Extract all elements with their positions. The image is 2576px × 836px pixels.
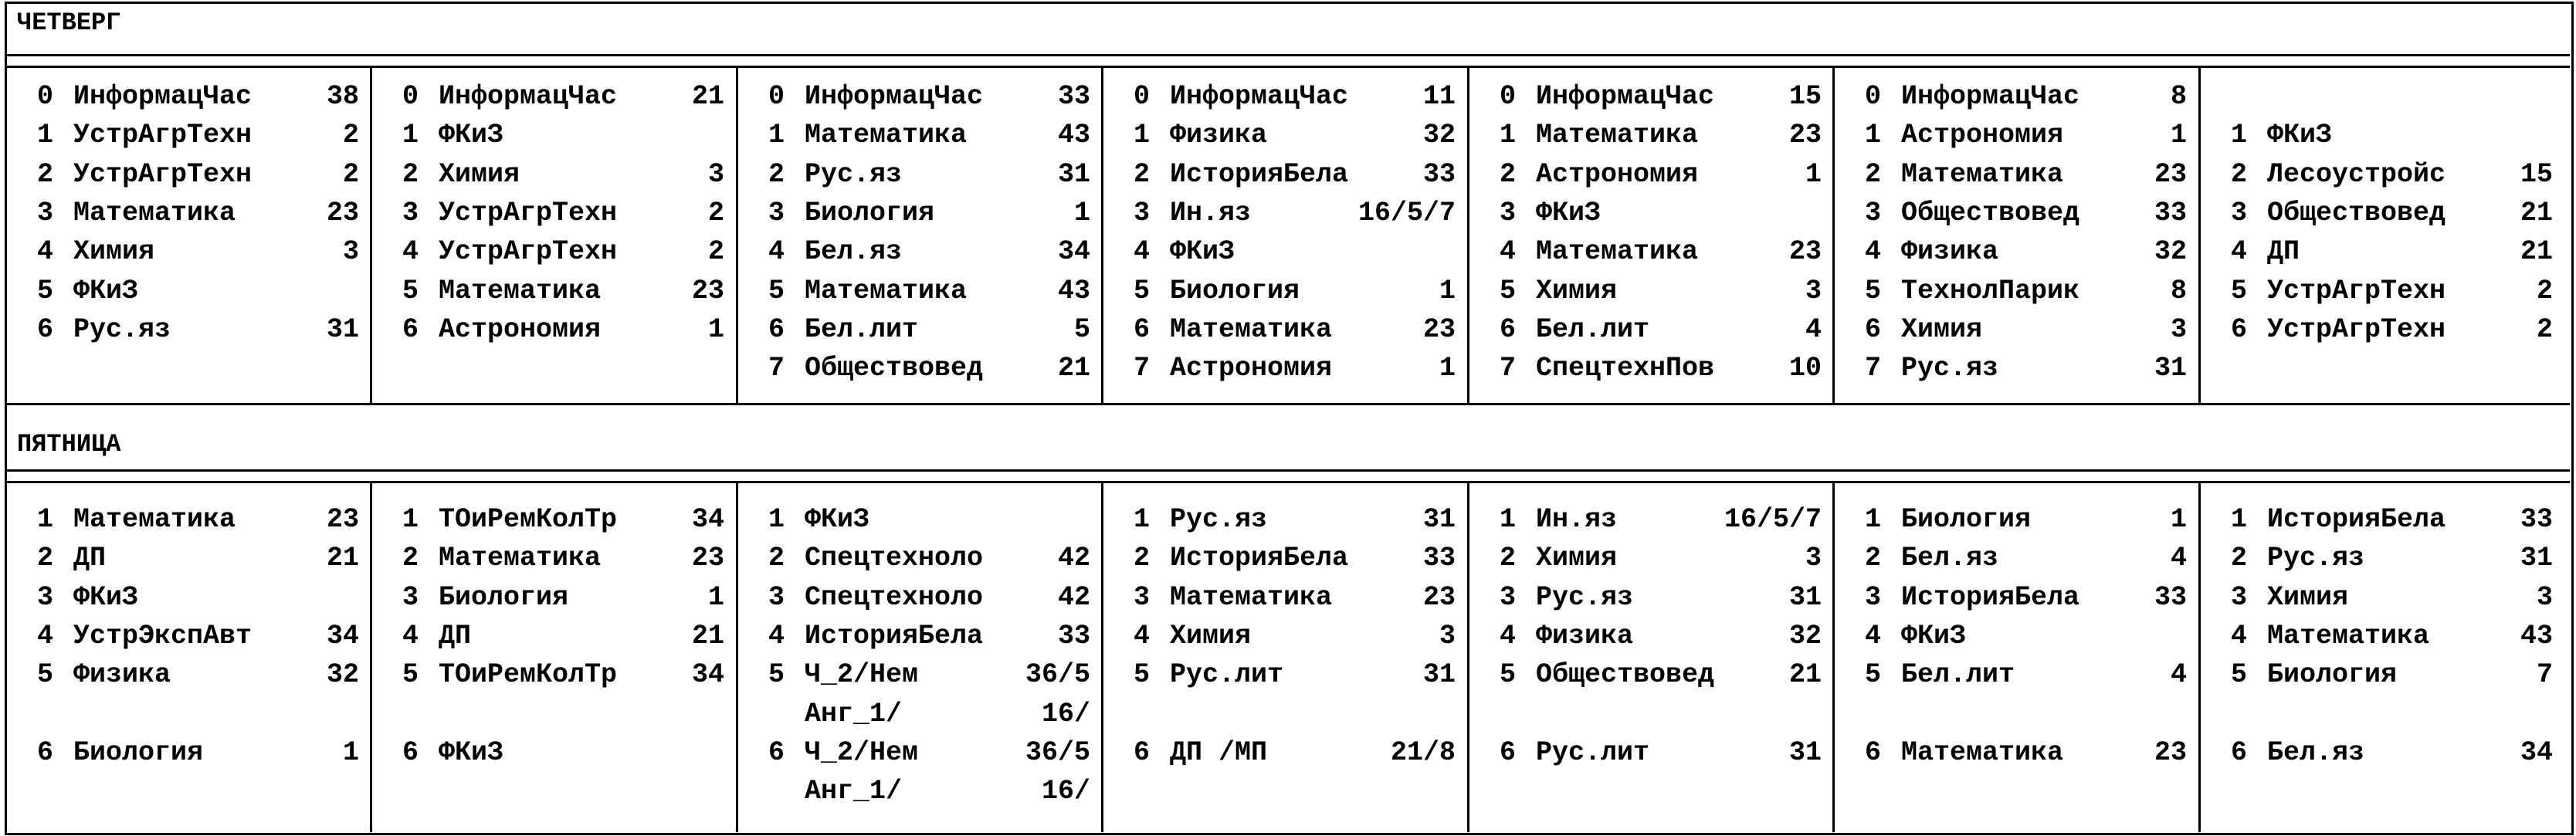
lesson-room: 21 bbox=[326, 543, 359, 574]
lesson-room: 33 bbox=[2154, 198, 2187, 228]
lesson-number: 1 bbox=[1134, 120, 1151, 151]
lesson-room: 21 bbox=[2520, 198, 2553, 228]
lesson-subject: Математика bbox=[805, 120, 968, 151]
lesson-room: 23 bbox=[326, 504, 359, 535]
lesson-number: 1 bbox=[1134, 504, 1151, 535]
lesson-number: 6 bbox=[1865, 314, 1882, 345]
lesson-number: 5 bbox=[768, 659, 785, 690]
lesson-number: 6 bbox=[1134, 314, 1151, 345]
column-separator bbox=[1832, 482, 1835, 832]
lesson-subject: УстрАгрТехн bbox=[439, 236, 618, 267]
row-separator bbox=[6, 469, 2570, 472]
lesson-room: 3 bbox=[2536, 582, 2553, 613]
lesson-subject: Рус.яз bbox=[2267, 543, 2365, 574]
lesson-room: 1 bbox=[2170, 120, 2187, 151]
lesson-number: 6 bbox=[402, 737, 419, 768]
lesson-number: 6 bbox=[1865, 737, 1882, 768]
lesson-room: 2 bbox=[342, 120, 359, 151]
lesson-subject: УстрАгрТехн bbox=[73, 120, 253, 151]
lesson-subject: Бел.лит bbox=[805, 314, 919, 345]
lesson-room: 8 bbox=[2170, 276, 2187, 306]
lesson-subject: Обществовед bbox=[1536, 659, 1715, 690]
lesson-subject: ФКиЗ bbox=[439, 737, 504, 768]
lesson-subject: ИсторияБела bbox=[805, 621, 984, 652]
lesson-subject: Математика bbox=[439, 276, 602, 306]
lesson-number: 1 bbox=[1500, 504, 1517, 535]
lesson-room: 31 bbox=[1788, 582, 1822, 613]
lesson-number: 3 bbox=[402, 582, 419, 613]
lesson-subject: ФКиЗ bbox=[2267, 120, 2333, 151]
lesson-subject: Физика bbox=[73, 659, 171, 690]
column-separator bbox=[1101, 482, 1103, 832]
lesson-room: 2 bbox=[707, 198, 724, 228]
lesson-room: 4 bbox=[2170, 659, 2187, 690]
lesson-room: 1 bbox=[2170, 504, 2187, 535]
lesson-subject: Биология bbox=[805, 198, 935, 228]
lesson-number: 5 bbox=[768, 276, 785, 306]
lesson-subject: Математика bbox=[73, 198, 236, 228]
lesson-subject: Астрономия bbox=[1536, 159, 1699, 190]
lesson-number: 5 bbox=[402, 659, 419, 690]
lesson-number: 3 bbox=[2231, 198, 2248, 228]
lesson-number: 7 bbox=[1865, 353, 1882, 384]
lesson-room: 23 bbox=[2154, 159, 2187, 190]
column-separator bbox=[736, 66, 738, 403]
lesson-room: 32 bbox=[326, 659, 359, 690]
lesson-room: 4 bbox=[2170, 543, 2187, 574]
lesson-subject: Спецтехноло bbox=[805, 582, 984, 613]
lesson-subject: ИсторияБела bbox=[1901, 582, 2080, 613]
lesson-room: 23 bbox=[691, 276, 724, 306]
lesson-room: 11 bbox=[1422, 81, 1456, 112]
lesson-room: 8 bbox=[2170, 81, 2187, 112]
lesson-subject: ИнформацЧас bbox=[1901, 81, 2080, 112]
lesson-room: 2 bbox=[342, 159, 359, 190]
lesson-subject: Анг_1/ bbox=[805, 699, 903, 729]
lesson-room: 33 bbox=[1057, 621, 1090, 652]
lesson-room: 21 bbox=[1788, 659, 1822, 690]
lesson-number: 3 bbox=[768, 582, 785, 613]
lesson-subject: Биология bbox=[439, 582, 569, 613]
lesson-subject: Математика bbox=[1901, 737, 2064, 768]
lesson-number: 2 bbox=[2231, 543, 2248, 574]
lesson-subject: Биология bbox=[1170, 276, 1300, 306]
lesson-number: 1 bbox=[768, 504, 785, 535]
row-separator bbox=[6, 66, 2570, 68]
lesson-number: 7 bbox=[1134, 353, 1151, 384]
lesson-room: 36/5 bbox=[1025, 659, 1090, 690]
lesson-subject: ИсторияБела bbox=[2267, 504, 2446, 535]
lesson-number: 4 bbox=[1134, 621, 1151, 652]
lesson-subject: Математика bbox=[2267, 621, 2430, 652]
lesson-subject: УстрАгрТехн bbox=[2267, 276, 2446, 306]
lesson-number: 1 bbox=[37, 504, 54, 535]
column-separator bbox=[1832, 66, 1835, 403]
lesson-number: 2 bbox=[1865, 159, 1882, 190]
lesson-room: 34 bbox=[691, 504, 724, 535]
lesson-number: 6 bbox=[37, 737, 54, 768]
lesson-subject: Математика bbox=[439, 543, 602, 574]
lesson-subject: Математика bbox=[73, 504, 236, 535]
lesson-room: 21 bbox=[1057, 353, 1090, 384]
lesson-room: 43 bbox=[2520, 621, 2553, 652]
column-separator bbox=[370, 482, 372, 832]
lesson-room: 43 bbox=[1057, 276, 1090, 306]
lesson-room: 23 bbox=[2154, 737, 2187, 768]
lesson-subject: ДП bbox=[439, 621, 472, 652]
lesson-room: 1 bbox=[707, 314, 724, 345]
lesson-number: 6 bbox=[402, 314, 419, 345]
day-title-thursday: ЧЕТВЕРГ bbox=[17, 8, 121, 37]
lesson-subject: Анг_1/ bbox=[805, 776, 903, 807]
lesson-number: 6 bbox=[768, 737, 785, 768]
lesson-room: 15 bbox=[2520, 159, 2553, 190]
lesson-number: 5 bbox=[1865, 659, 1882, 690]
lesson-room: 7 bbox=[2536, 659, 2553, 690]
lesson-number: 4 bbox=[1134, 236, 1151, 267]
lesson-number: 1 bbox=[37, 120, 54, 151]
lesson-room: 33 bbox=[1422, 543, 1456, 574]
lesson-number: 0 bbox=[768, 81, 785, 112]
lesson-subject: Математика bbox=[1901, 159, 2064, 190]
lesson-subject: ФКиЗ bbox=[439, 120, 504, 151]
lesson-subject: ФКиЗ bbox=[1536, 198, 1602, 228]
day-title-friday: ПЯТНИЦА bbox=[17, 430, 121, 459]
lesson-room: 5 bbox=[1073, 314, 1090, 345]
lesson-subject: УстрЭкспАвт bbox=[73, 621, 253, 652]
lesson-number: 1 bbox=[1865, 504, 1882, 535]
lesson-number: 6 bbox=[2231, 314, 2248, 345]
lesson-number: 1 bbox=[1865, 120, 1882, 151]
lesson-number: 4 bbox=[1865, 621, 1882, 652]
lesson-room: 33 bbox=[2520, 504, 2553, 535]
lesson-subject: Рус.яз bbox=[73, 314, 171, 345]
lesson-room: 31 bbox=[2520, 543, 2553, 574]
lesson-subject: Химия bbox=[439, 159, 520, 190]
lesson-number: 1 bbox=[402, 120, 419, 151]
column-separator bbox=[1467, 66, 1469, 403]
lesson-subject: Спецтехноло bbox=[805, 543, 984, 574]
schedule-frame bbox=[5, 2, 2574, 835]
lesson-number: 2 bbox=[37, 543, 54, 574]
lesson-subject: УстрАгрТехн bbox=[73, 159, 253, 190]
lesson-room: 15 bbox=[1788, 81, 1822, 112]
lesson-number: 4 bbox=[2231, 621, 2248, 652]
lesson-subject: Обществовед bbox=[805, 353, 984, 384]
lesson-subject: ФКиЗ bbox=[805, 504, 870, 535]
lesson-room: 21/8 bbox=[1390, 737, 1456, 768]
lesson-number: 7 bbox=[1500, 353, 1517, 384]
lesson-subject: Ч_2/Нем bbox=[805, 659, 919, 690]
lesson-room: 23 bbox=[691, 543, 724, 574]
lesson-number: 3 bbox=[2231, 582, 2248, 613]
lesson-subject: Рус.яз bbox=[1536, 582, 1634, 613]
lesson-subject: Химия bbox=[1536, 276, 1618, 306]
lesson-number: 6 bbox=[2231, 737, 2248, 768]
lesson-subject: Рус.яз bbox=[805, 159, 903, 190]
lesson-number: 4 bbox=[37, 236, 54, 267]
lesson-room: 31 bbox=[2154, 353, 2187, 384]
row-separator bbox=[6, 481, 2570, 483]
lesson-subject: Химия bbox=[2267, 582, 2349, 613]
lesson-room: 16/ bbox=[1041, 699, 1090, 729]
column-separator bbox=[2198, 482, 2201, 832]
lesson-number: 3 bbox=[768, 198, 785, 228]
lesson-room: 1 bbox=[1805, 159, 1822, 190]
lesson-subject: ТОиРемКолТр bbox=[439, 504, 618, 535]
lesson-room: 34 bbox=[2520, 737, 2553, 768]
lesson-subject: УстрАгрТехн bbox=[439, 198, 618, 228]
lesson-number: 3 bbox=[1500, 582, 1517, 613]
lesson-number: 1 bbox=[402, 504, 419, 535]
lesson-subject: СпецтехнПов bbox=[1536, 353, 1715, 384]
lesson-room: 31 bbox=[1788, 737, 1822, 768]
lesson-subject: ИнформацЧас bbox=[1170, 81, 1349, 112]
lesson-number: 5 bbox=[2231, 659, 2248, 690]
lesson-room: 1 bbox=[1439, 276, 1456, 306]
lesson-room: 34 bbox=[326, 621, 359, 652]
lesson-number: 4 bbox=[1500, 621, 1517, 652]
lesson-subject: Химия bbox=[1536, 543, 1618, 574]
lesson-room: 32 bbox=[1788, 621, 1822, 652]
lesson-room: 33 bbox=[1057, 81, 1090, 112]
lesson-number: 5 bbox=[2231, 276, 2248, 306]
lesson-number: 6 bbox=[768, 314, 785, 345]
lesson-subject: Обществовед bbox=[1901, 198, 2080, 228]
lesson-subject: Математика bbox=[1536, 236, 1699, 267]
lesson-room: 1 bbox=[1073, 198, 1090, 228]
lesson-room: 23 bbox=[326, 198, 359, 228]
lesson-subject: ИсторияБела bbox=[1170, 159, 1349, 190]
lesson-subject: ФКиЗ bbox=[73, 276, 139, 306]
lesson-subject: ИсторияБела bbox=[1170, 543, 1349, 574]
lesson-subject: Биология bbox=[1901, 504, 2032, 535]
lesson-room: 43 bbox=[1057, 120, 1090, 151]
lesson-number: 3 bbox=[37, 198, 54, 228]
lesson-number: 0 bbox=[402, 81, 419, 112]
lesson-number: 1 bbox=[2231, 504, 2248, 535]
lesson-subject: Астрономия bbox=[1901, 120, 2064, 151]
lesson-room: 23 bbox=[1788, 120, 1822, 151]
lesson-subject: Математика bbox=[1170, 582, 1333, 613]
lesson-room: 16/ bbox=[1041, 776, 1090, 807]
lesson-number: 0 bbox=[37, 81, 54, 112]
lesson-subject: Астрономия bbox=[1170, 353, 1333, 384]
lesson-number: 7 bbox=[768, 353, 785, 384]
lesson-number: 6 bbox=[1500, 314, 1517, 345]
lesson-room: 21 bbox=[691, 81, 724, 112]
lesson-room: 34 bbox=[1057, 236, 1090, 267]
lesson-room: 2 bbox=[2536, 276, 2553, 306]
lesson-subject: Ч_2/Нем bbox=[805, 737, 919, 768]
lesson-room: 21 bbox=[2520, 236, 2553, 267]
lesson-subject: Биология bbox=[73, 737, 204, 768]
lesson-subject: Ин.яз bbox=[1536, 504, 1618, 535]
lesson-number: 5 bbox=[1865, 276, 1882, 306]
lesson-subject: Химия bbox=[1170, 621, 1252, 652]
lesson-subject: Математика bbox=[1170, 314, 1333, 345]
lesson-subject: ДП bbox=[2267, 236, 2300, 267]
lesson-room: 16/5/7 bbox=[1724, 504, 1822, 535]
lesson-number: 5 bbox=[1500, 276, 1517, 306]
lesson-room: 31 bbox=[1422, 504, 1456, 535]
lesson-subject: Бел.лит bbox=[1536, 314, 1650, 345]
lesson-room: 31 bbox=[1057, 159, 1090, 190]
lesson-number: 2 bbox=[2231, 159, 2248, 190]
lesson-subject: Химия bbox=[73, 236, 155, 267]
lesson-number: 2 bbox=[1865, 543, 1882, 574]
lesson-subject: Астрономия bbox=[439, 314, 602, 345]
lesson-number: 4 bbox=[2231, 236, 2248, 267]
lesson-number: 1 bbox=[768, 120, 785, 151]
lesson-subject: Физика bbox=[1901, 236, 1999, 267]
lesson-number: 5 bbox=[1134, 659, 1151, 690]
lesson-room: 32 bbox=[2154, 236, 2187, 267]
lesson-number: 1 bbox=[2231, 120, 2248, 151]
lesson-number: 2 bbox=[402, 159, 419, 190]
lesson-subject: ИнформацЧас bbox=[439, 81, 618, 112]
lesson-subject: Бел.яз bbox=[805, 236, 903, 267]
lesson-subject: ТехнолПарик bbox=[1901, 276, 2080, 306]
lesson-subject: Бел.яз bbox=[1901, 543, 1999, 574]
lesson-subject: Бел.яз bbox=[2267, 737, 2365, 768]
lesson-number: 4 bbox=[402, 621, 419, 652]
lesson-number: 5 bbox=[1134, 276, 1151, 306]
lesson-number: 4 bbox=[768, 236, 785, 267]
lesson-room: 34 bbox=[691, 659, 724, 690]
lesson-number: 4 bbox=[768, 621, 785, 652]
lesson-room: 23 bbox=[1422, 582, 1456, 613]
lesson-subject: Математика bbox=[805, 276, 968, 306]
lesson-number: 5 bbox=[1500, 659, 1517, 690]
lesson-number: 3 bbox=[1865, 198, 1882, 228]
lesson-subject: Физика bbox=[1170, 120, 1268, 151]
lesson-subject: Лесоустройс bbox=[2267, 159, 2446, 190]
column-separator bbox=[370, 66, 372, 403]
lesson-number: 2 bbox=[37, 159, 54, 190]
lesson-room: 23 bbox=[1788, 236, 1822, 267]
lesson-subject: ТОиРемКолТр bbox=[439, 659, 618, 690]
lesson-room: 3 bbox=[707, 159, 724, 190]
row-separator bbox=[6, 403, 2570, 405]
lesson-room: 33 bbox=[2154, 582, 2187, 613]
lesson-room: 31 bbox=[326, 314, 359, 345]
lesson-number: 0 bbox=[1500, 81, 1517, 112]
lesson-number: 5 bbox=[402, 276, 419, 306]
lesson-room: 3 bbox=[1439, 621, 1456, 652]
lesson-room: 16/5/7 bbox=[1357, 198, 1456, 228]
lesson-number: 1 bbox=[1500, 120, 1517, 151]
lesson-number: 3 bbox=[1500, 198, 1517, 228]
lesson-subject: Физика bbox=[1536, 621, 1634, 652]
lesson-room: 10 bbox=[1788, 353, 1822, 384]
lesson-subject: Бел.лит bbox=[1901, 659, 2015, 690]
lesson-number: 5 bbox=[37, 276, 54, 306]
column-separator bbox=[1467, 482, 1469, 832]
lesson-subject: ИнформацЧас bbox=[805, 81, 984, 112]
lesson-room: 3 bbox=[1805, 543, 1822, 574]
column-separator bbox=[1101, 66, 1103, 403]
lesson-number: 5 bbox=[37, 659, 54, 690]
lesson-subject: Ин.яз bbox=[1170, 198, 1252, 228]
lesson-room: 31 bbox=[1422, 659, 1456, 690]
lesson-subject: Рус.яз bbox=[1901, 353, 1999, 384]
lesson-subject: Химия bbox=[1901, 314, 1983, 345]
lesson-number: 0 bbox=[1865, 81, 1882, 112]
lesson-number: 6 bbox=[37, 314, 54, 345]
lesson-room: 3 bbox=[2170, 314, 2187, 345]
lesson-subject: Рус.яз bbox=[1170, 504, 1268, 535]
lesson-subject: УстрАгрТехн bbox=[2267, 314, 2446, 345]
lesson-number: 0 bbox=[1134, 81, 1151, 112]
column-separator bbox=[2198, 66, 2201, 403]
lesson-number: 3 bbox=[37, 582, 54, 613]
lesson-number: 3 bbox=[1134, 582, 1151, 613]
lesson-number: 3 bbox=[402, 198, 419, 228]
lesson-number: 4 bbox=[37, 621, 54, 652]
lesson-number: 6 bbox=[1500, 737, 1517, 768]
lesson-number: 2 bbox=[1134, 159, 1151, 190]
lesson-number: 2 bbox=[768, 159, 785, 190]
lesson-subject: ИнформацЧас bbox=[1536, 81, 1715, 112]
lesson-subject: Биология bbox=[2267, 659, 2398, 690]
lesson-room: 32 bbox=[1422, 120, 1456, 151]
lesson-number: 3 bbox=[1865, 582, 1882, 613]
lesson-number: 4 bbox=[402, 236, 419, 267]
lesson-subject: ФКиЗ bbox=[1170, 236, 1235, 267]
lesson-room: 1 bbox=[342, 737, 359, 768]
lesson-number: 2 bbox=[768, 543, 785, 574]
lesson-number: 3 bbox=[1134, 198, 1151, 228]
lesson-room: 42 bbox=[1057, 543, 1090, 574]
row-separator bbox=[6, 54, 2570, 56]
lesson-room: 1 bbox=[1439, 353, 1456, 384]
lesson-subject: Рус.лит bbox=[1536, 737, 1650, 768]
lesson-subject: Математика bbox=[1536, 120, 1699, 151]
lesson-subject: ФКиЗ bbox=[1901, 621, 1967, 652]
lesson-subject: ДП bbox=[73, 543, 107, 574]
lesson-subject: Рус.лит bbox=[1170, 659, 1284, 690]
lesson-room: 36/5 bbox=[1025, 737, 1090, 768]
lesson-room: 1 bbox=[707, 582, 724, 613]
lesson-subject: Обществовед bbox=[2267, 198, 2446, 228]
lesson-number: 2 bbox=[402, 543, 419, 574]
lesson-subject: ФКиЗ bbox=[73, 582, 139, 613]
lesson-number: 4 bbox=[1865, 236, 1882, 267]
lesson-room: 2 bbox=[707, 236, 724, 267]
lesson-subject: ДП /МП bbox=[1170, 737, 1268, 768]
lesson-room: 33 bbox=[1422, 159, 1456, 190]
lesson-number: 2 bbox=[1134, 543, 1151, 574]
lesson-room: 42 bbox=[1057, 582, 1090, 613]
lesson-number: 4 bbox=[1500, 236, 1517, 267]
lesson-room: 38 bbox=[326, 81, 359, 112]
lesson-number: 6 bbox=[1134, 737, 1151, 768]
lesson-room: 3 bbox=[1805, 276, 1822, 306]
lesson-number: 2 bbox=[1500, 159, 1517, 190]
column-separator bbox=[736, 482, 738, 832]
lesson-room: 23 bbox=[1422, 314, 1456, 345]
lesson-room: 4 bbox=[1805, 314, 1822, 345]
lesson-number: 2 bbox=[1500, 543, 1517, 574]
lesson-subject: ИнформацЧас bbox=[73, 81, 253, 112]
lesson-room: 21 bbox=[691, 621, 724, 652]
lesson-room: 2 bbox=[2536, 314, 2553, 345]
lesson-room: 3 bbox=[342, 236, 359, 267]
